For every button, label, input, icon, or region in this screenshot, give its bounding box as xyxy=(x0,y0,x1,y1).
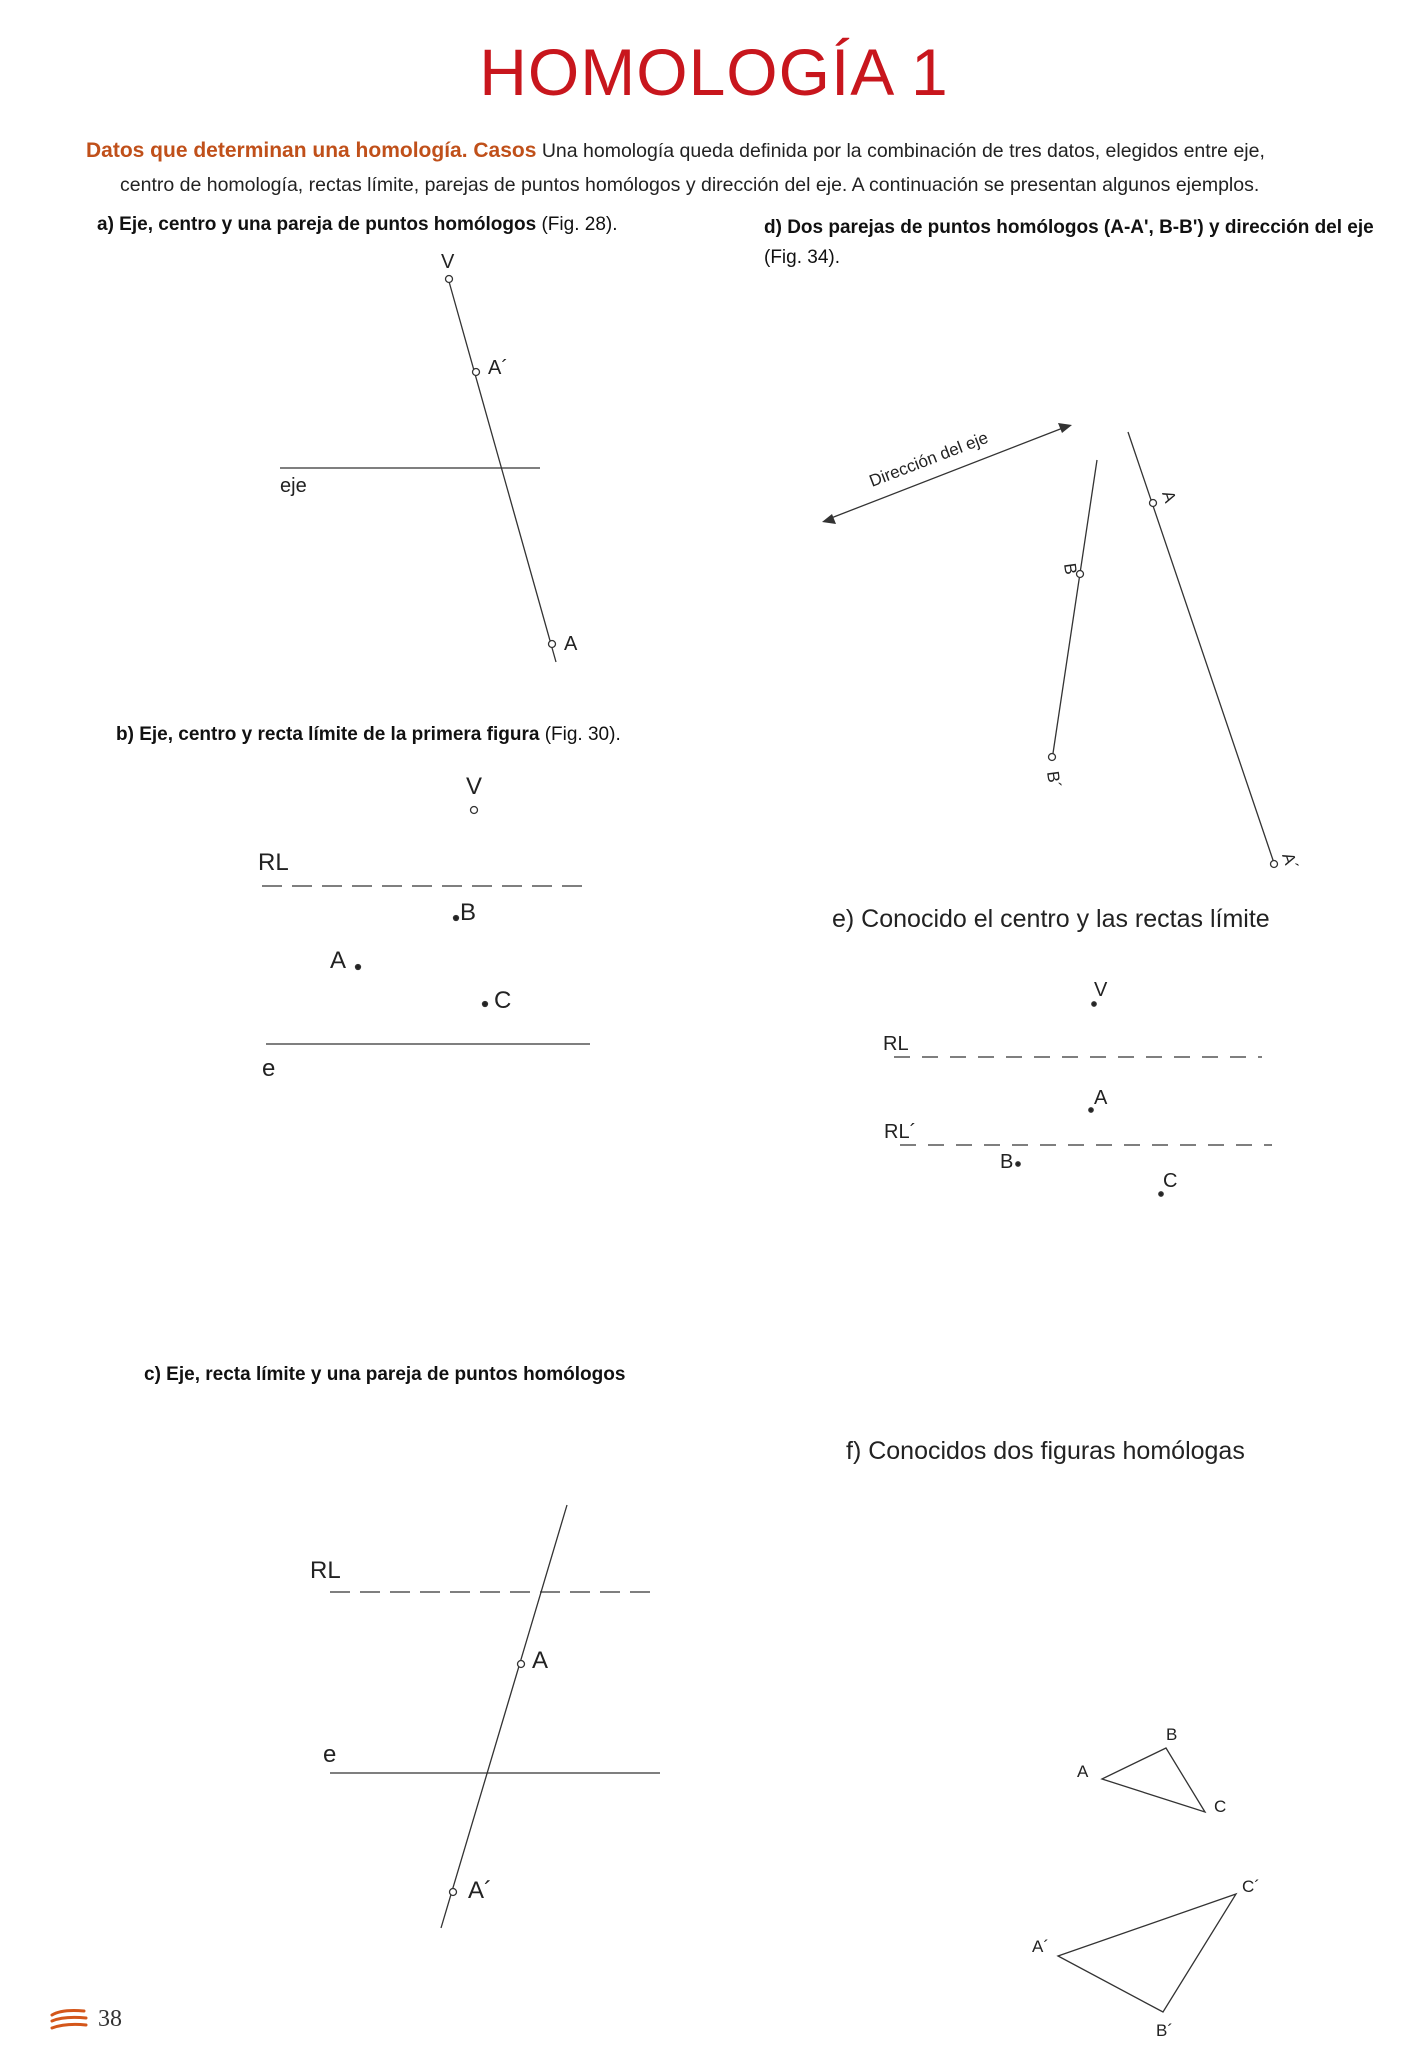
figure-b xyxy=(262,807,592,1045)
section-a-fig: (Fig. 28). xyxy=(541,214,618,235)
fig-d-line-b xyxy=(1052,460,1097,760)
fig-d-direction-label: Dirección del eje xyxy=(866,427,991,491)
intro-lead: Datos que determinan una homología. Casos xyxy=(86,139,537,162)
figure-e xyxy=(894,1002,1272,1196)
fig-d-point-a xyxy=(1150,500,1157,507)
fig-e-dot-v xyxy=(1092,1002,1096,1006)
fig-b-center-point xyxy=(471,807,478,814)
fig-a-center-label: V xyxy=(441,251,455,273)
fig-e-b-label: B xyxy=(1000,1151,1014,1173)
section-d-title: d) Dos parejas de puntos homólogos (A-A', B-B') y dirección del eje xyxy=(764,217,1374,238)
fig-d-b-label: B xyxy=(1060,561,1081,576)
fig-a-image-label: A´ xyxy=(488,357,508,379)
fig-d-arrowhead-left xyxy=(822,514,836,524)
fig-b-limit-label: RL xyxy=(258,849,289,876)
figure-d xyxy=(822,423,1278,868)
section-e-title: e) Conocido el centro y las rectas límite xyxy=(832,905,1270,933)
fig-b-center-label: V xyxy=(466,773,483,800)
fig-f-a-label: A xyxy=(1077,1762,1089,1781)
fig-a-image-point xyxy=(473,369,480,376)
fig-b-dot-c xyxy=(483,1002,488,1007)
fig-d-a-label: A xyxy=(1158,488,1180,506)
section-c-title: c) Eje, recta límite y una pareja de puntos homólogos xyxy=(144,1364,626,1385)
fig-c-projection-line xyxy=(441,1505,567,1928)
page-number: 38 xyxy=(98,2006,122,2032)
fig-c-point xyxy=(518,1661,525,1668)
fig-c-image-point xyxy=(450,1889,457,1896)
fig-b-b-label: B xyxy=(460,899,477,926)
fig-e-a-label: A xyxy=(1094,1087,1108,1109)
section-a-title: a) Eje, centro y una pareja de puntos homólogos xyxy=(97,214,537,235)
books-icon xyxy=(48,2007,90,2033)
fig-b-dot-b xyxy=(454,916,459,921)
fig-a-projection-line xyxy=(448,278,556,662)
fig-f-c-img-label: C´ xyxy=(1242,1877,1260,1896)
fig-e-rl-label: RL xyxy=(883,1033,909,1055)
page-title: HOMOLOGÍA 1 xyxy=(479,35,949,109)
figure-c xyxy=(330,1505,660,1928)
fig-d-b-img-label: B´ xyxy=(1043,769,1065,790)
fig-f-b-label: B xyxy=(1166,1725,1178,1744)
fig-e-dot-b xyxy=(1016,1162,1020,1166)
fig-a-point-label: A xyxy=(564,633,578,655)
fig-b-dot-a xyxy=(356,965,361,970)
fig-e-c-label: C xyxy=(1163,1170,1178,1192)
fig-a-axis-label: eje xyxy=(280,475,307,497)
fig-e-dot-c xyxy=(1159,1192,1163,1196)
intro-text-line1: Una homología queda definida por la combinación de tres datos, elegidos entre eje, xyxy=(541,140,1265,162)
fig-e-v-label: V xyxy=(1094,979,1108,1001)
fig-e-rl-prime-label: RL´ xyxy=(884,1121,917,1143)
fig-d-point-b-img xyxy=(1049,754,1056,761)
section-d-fig: (Fig. 34). xyxy=(764,247,841,268)
intro-text-line2: centro de homología, rectas límite, parejas de puntos homólogos y dirección del eje. A continuación se presentan algunos ejemplos. xyxy=(120,174,1260,196)
fig-c-axis-label: e xyxy=(323,1741,337,1768)
section-f-title: f) Conocidos dos figuras homólogas xyxy=(846,1437,1245,1465)
section-b-title: b) Eje, centro y recta límite de la primera figura xyxy=(116,724,540,745)
figure-f xyxy=(1058,1748,1236,2012)
fig-d-line-a xyxy=(1128,432,1275,866)
fig-d-direction-arrow xyxy=(826,426,1068,520)
fig-f-b-img-label: B´ xyxy=(1156,2021,1173,2040)
fig-f-triangle-prime xyxy=(1058,1894,1236,2012)
page-footer xyxy=(48,2006,122,2033)
fig-b-c-label: C xyxy=(494,987,512,1014)
fig-f-triangle-abc xyxy=(1102,1748,1205,1812)
fig-c-image-label: A´ xyxy=(468,1877,492,1904)
fig-a-center-point xyxy=(446,276,453,283)
fig-f-c-label: C xyxy=(1214,1797,1227,1816)
fig-d-arrowhead-right xyxy=(1058,423,1072,433)
figure-a xyxy=(280,276,556,663)
fig-d-a-img-label: A´ xyxy=(1278,850,1302,873)
fig-f-a-img-label: A´ xyxy=(1032,1937,1049,1956)
section-b-fig: (Fig. 30). xyxy=(544,724,621,745)
fig-a-point xyxy=(549,641,556,648)
fig-c-limit-label: RL xyxy=(310,1557,341,1584)
fig-b-a-label: A xyxy=(330,947,347,974)
fig-e-dot-a xyxy=(1089,1108,1093,1112)
fig-d-point-a-img xyxy=(1271,861,1278,868)
fig-b-axis-label: e xyxy=(262,1055,276,1082)
fig-c-point-label: A xyxy=(532,1647,549,1674)
